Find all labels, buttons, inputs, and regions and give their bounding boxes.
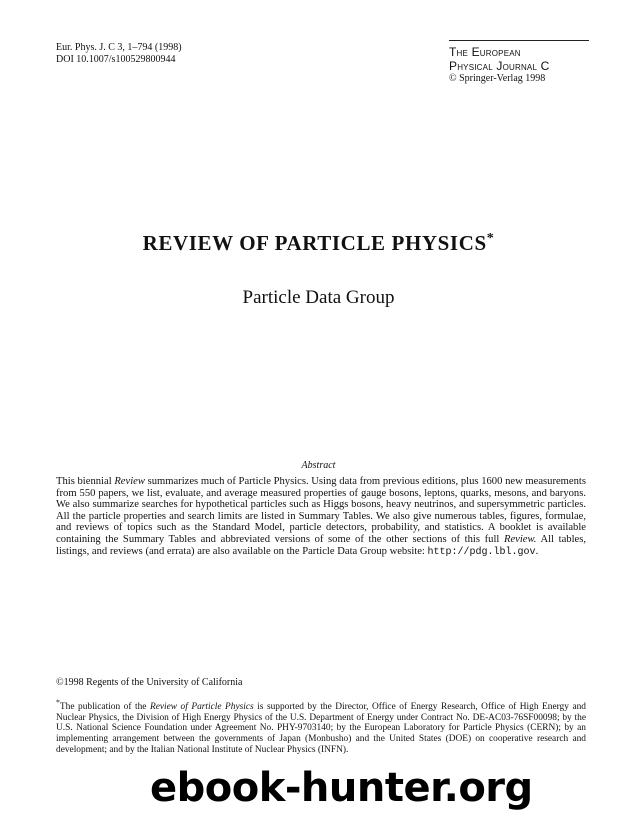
- abstract-text-1: This biennial: [56, 476, 115, 487]
- footnote-mark: *: [56, 698, 60, 707]
- copyright-line: ©1998 Regents of the University of California: [56, 677, 243, 688]
- footnote-italic: Review of Particle Physics: [149, 702, 254, 713]
- footnote-text-1: The publication of the: [59, 702, 150, 713]
- abstract-body: [56, 476, 586, 558]
- journal-block: [449, 40, 589, 85]
- abstract-text-2: summarizes much of Particle Physics. Using data from previous editions, plus 1600 new measurements from 550 papers, we list, evaluate, and average measured properties of gauge bosons, leptons, quarks, mesons, and baryons. We also summarize searches for hypothetical particles such as Higgs bosons, heavy neutrinos, and supersymmetric particles. All the particle properties and search limits are listed in Summary Tables. We also give numerous tables, figures, formulae, and reviews of topics such as the Standard Model, particle detectors, probability, and statistics. A booklet is available containing the Summary Tables and abbreviated versions of some of the other sections of this full: [56, 476, 586, 545]
- doi-line: DOI 10.1007/s100529800944: [56, 54, 176, 65]
- abstract-text-3: All tables, listings, and reviews (and errata) are also available on the Particle Data Group website:: [56, 533, 586, 557]
- abstract-end: .: [535, 545, 539, 557]
- title-text: REVIEW OF PARTICLE PHYSICS: [142, 231, 487, 255]
- author-line: Particle Data Group: [242, 287, 395, 308]
- page-title: [0, 231, 637, 256]
- footnote-text-2: is supported by the Director, Office of Energy Research, Office of High Energy and Nuclear Physics, the Division of High Energy Physics of the U.S. Department of Energy under Contract No. DE-AC03-76SF00098; by the U.S. National Science Foundation under Agreement No. PHY-9703140; by the European Laboratory for Particle Physics (CERN); by an implementing arrangement between the governments of Japan (Monbusho) and the United States (DOE) on cooperative research and development; and by the Italian National Institute of Nuclear Physics (INFN).: [56, 702, 586, 755]
- publisher-line: © Springer-Verlag 1998: [449, 73, 546, 84]
- title-footnote-mark: *: [486, 231, 495, 246]
- journal-name-line-1: The European: [449, 45, 521, 59]
- abstract-review-word: Review: [114, 476, 145, 487]
- journal-name-line-2: Physical Journal C: [449, 59, 550, 73]
- abstract-heading: Abstract: [301, 460, 336, 471]
- footnote: [56, 698, 586, 755]
- website-link[interactable]: http://pdg.lbl.gov: [427, 546, 536, 558]
- citation-block: [56, 42, 182, 66]
- watermark: ebook-hunter.org: [150, 765, 533, 811]
- citation-line-1: Eur. Phys. J. C 3, 1–794 (1998): [56, 42, 182, 53]
- abstract-review-word-2: Review.: [503, 533, 537, 545]
